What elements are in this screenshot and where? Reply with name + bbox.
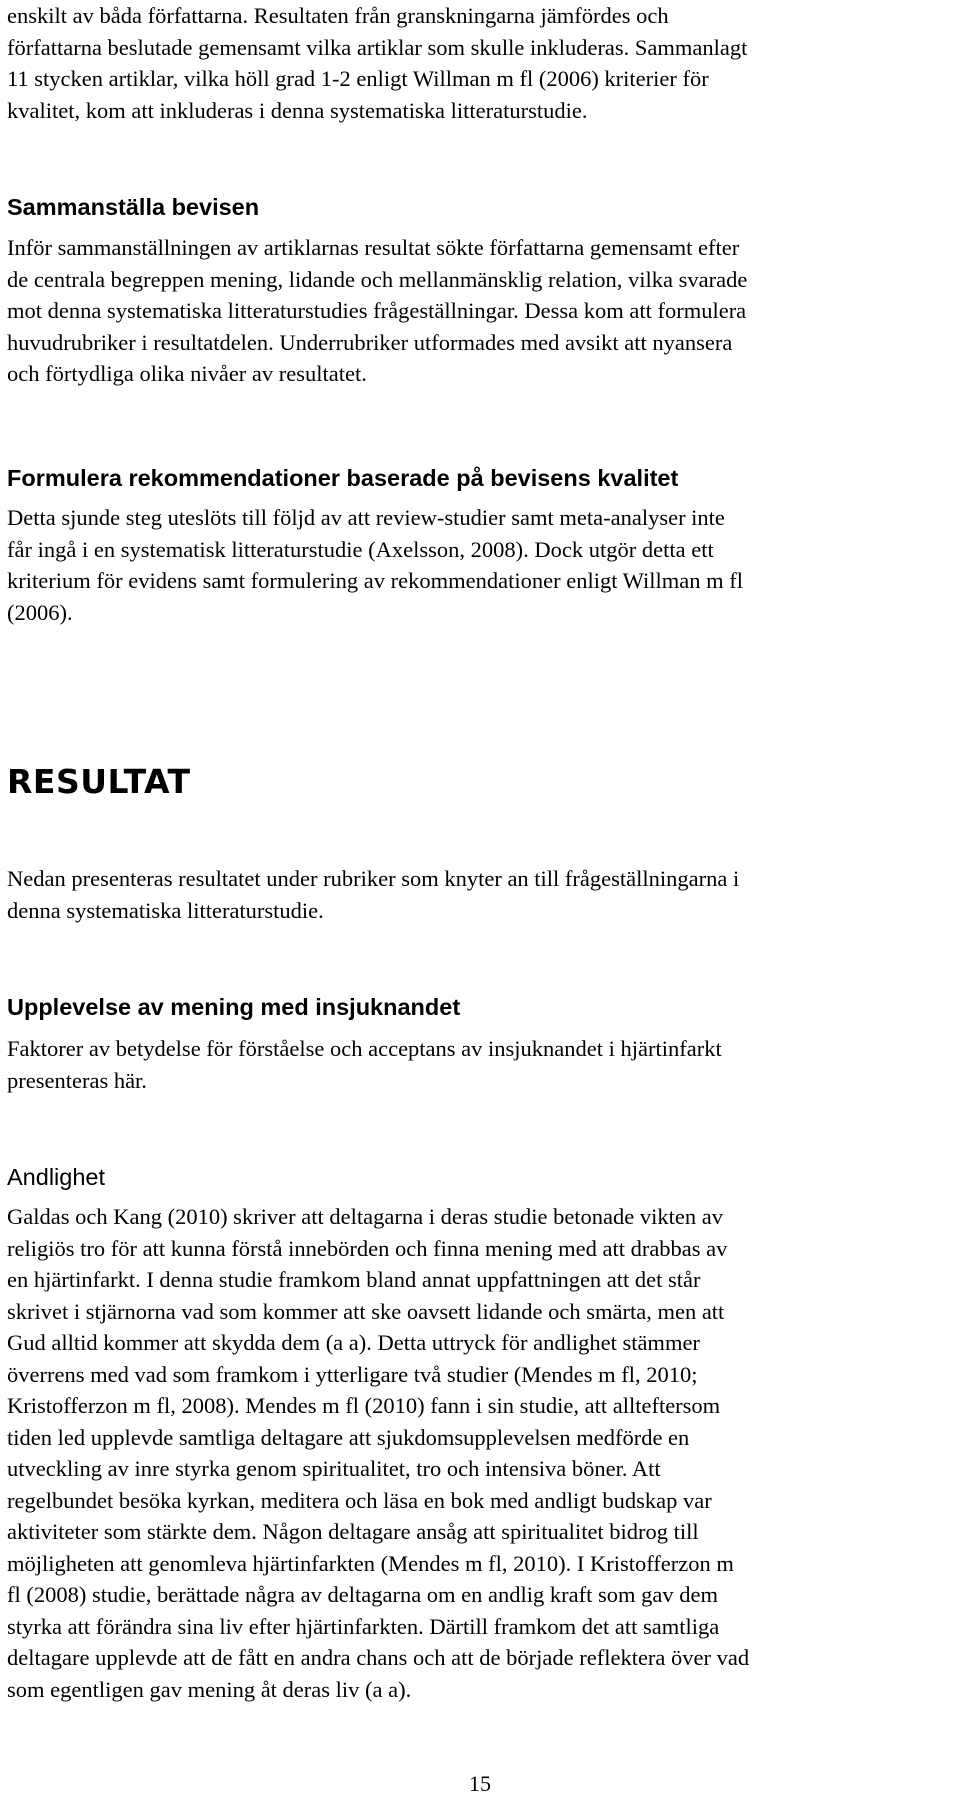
text-line: de centrala begreppen mening, lidande och mellanmänsklig relation, vilka svarade xyxy=(7,266,748,292)
text-line: utveckling av inre styrka genom spiritualitet, tro och intensiva böner. Att xyxy=(7,1456,661,1481)
text-line: religiös tro för att kunna förstå innebörden och finna mening med att drabbas av xyxy=(7,1235,728,1261)
paragraph-sammanstalla xyxy=(7,232,747,390)
text-line: mot denna systematiska litteraturstudies frågeställningar. Dessa kom att formulera xyxy=(7,298,747,323)
text-line: Kristofferzon m fl, 2008). Mendes m fl (2010) fann i sin studie, att allteftersom xyxy=(7,1393,721,1418)
text-line: presenteras här. xyxy=(7,1067,147,1093)
text-line: en hjärtinfarkt. I denna studie framkom bland annat uppfattningen att det står xyxy=(7,1267,701,1292)
intro-paragraph xyxy=(7,0,747,126)
page-number: 15 xyxy=(469,1771,491,1796)
text-line: tiden led upplevde samtliga deltagare att sjukdomsupplevelsen medförde en xyxy=(7,1424,690,1450)
text-line: aktiviteter som stärkte dem. Någon deltagare ansåg att spiritualitet bidrog till xyxy=(7,1519,699,1544)
text-line: deltagare upplevde att de fått en andra chans och att de började reflektera över vad xyxy=(7,1645,750,1670)
text-line: överrens med vad som framkom i ytterligare två studier (Mendes m fl, 2010; xyxy=(7,1361,698,1387)
text-line: författarna beslutade gemensamt vilka artiklar som skulle inkluderas. Sammanlagt xyxy=(7,34,748,60)
heading-upplevelse-av-mening: Upplevelse av mening med insjuknandet xyxy=(7,994,461,1020)
text-line: regelbundet besöka kyrkan, meditera och läsa en bok med andligt budskap var xyxy=(7,1487,712,1513)
text-line: styrka att förändra sina liv efter hjärtinfarkten. Därtill framkom det att samtliga xyxy=(7,1613,720,1639)
text-line: möjligheten att genomleva hjärtinfarkten (Mendes m fl, 2010). I Kristofferzon m xyxy=(7,1550,734,1576)
text-line: Inför sammanställningen av artiklarnas resultat sökte författarna gemensamt efter xyxy=(7,235,740,260)
text-line: Galdas och Kang (2010) skriver att deltagarna i deras studie betonade vikten av xyxy=(7,1204,724,1229)
text-line: Gud alltid kommer att skydda dem (a a). Detta uttryck för andlighet stämmer xyxy=(7,1330,700,1355)
paragraph-upplevelse xyxy=(7,1033,722,1096)
text-line: huvudrubriker i resultatdelen. Underrubriker utformades med avsikt att nyansera xyxy=(7,329,733,355)
heading-andlighet: Andlighet xyxy=(7,1164,105,1190)
text-line: kriterium för evidens samt formulering av rekommendationer enligt Willman m fl xyxy=(7,568,743,593)
text-line: och förtydliga olika nivåer av resultatet. xyxy=(7,361,367,386)
text-line: Detta sjunde steg uteslöts till följd av att review-studier samt meta-analyser inte xyxy=(7,505,725,530)
text-line: Faktorer av betydelse för förståelse och acceptans av insjuknandet i hjärtinfarkt xyxy=(7,1036,722,1061)
heading-formulera-rekommendationer: Formulera rekommendationer baserade på bevisens kvalitet xyxy=(7,465,679,491)
paragraph-formulera xyxy=(7,502,743,628)
text-line: denna systematiska litteraturstudie. xyxy=(7,897,324,923)
text-line: Nedan presenteras resultatet under rubriker som knyter an till frågeställningarna i xyxy=(7,866,740,891)
paragraph-resultat xyxy=(7,863,739,926)
text-line: fl (2008) studie, berättade några av deltagarna om en andlig kraft som gav dem xyxy=(7,1582,718,1607)
text-line: 11 stycken artiklar, vilka höll grad 1-2 enligt Willman m fl (2006) kriterier för xyxy=(7,66,709,91)
text-line: skrivet i stjärnorna vad som kommer att ske oavsett lidande och smärta, men att xyxy=(7,1298,725,1324)
text-line: som egentligen gav mening åt deras liv (a a). xyxy=(7,1676,412,1702)
paragraph-andlighet xyxy=(7,1201,749,1705)
text-line: enskilt av båda författarna. Resultaten från granskningarna jämfördes och xyxy=(7,3,669,28)
heading-sammanstalla-bevisen: Sammanställa bevisen xyxy=(7,194,260,220)
text-line: (2006). xyxy=(7,599,73,625)
text-line: får ingå i en systematisk litteraturstudie (Axelsson, 2008). Dock utgör detta ett xyxy=(7,536,714,562)
heading-resultat: RESULTAT xyxy=(7,762,191,801)
text-line: kvalitet, kom att inkluderas i denna systematiska litteraturstudie. xyxy=(7,97,588,123)
